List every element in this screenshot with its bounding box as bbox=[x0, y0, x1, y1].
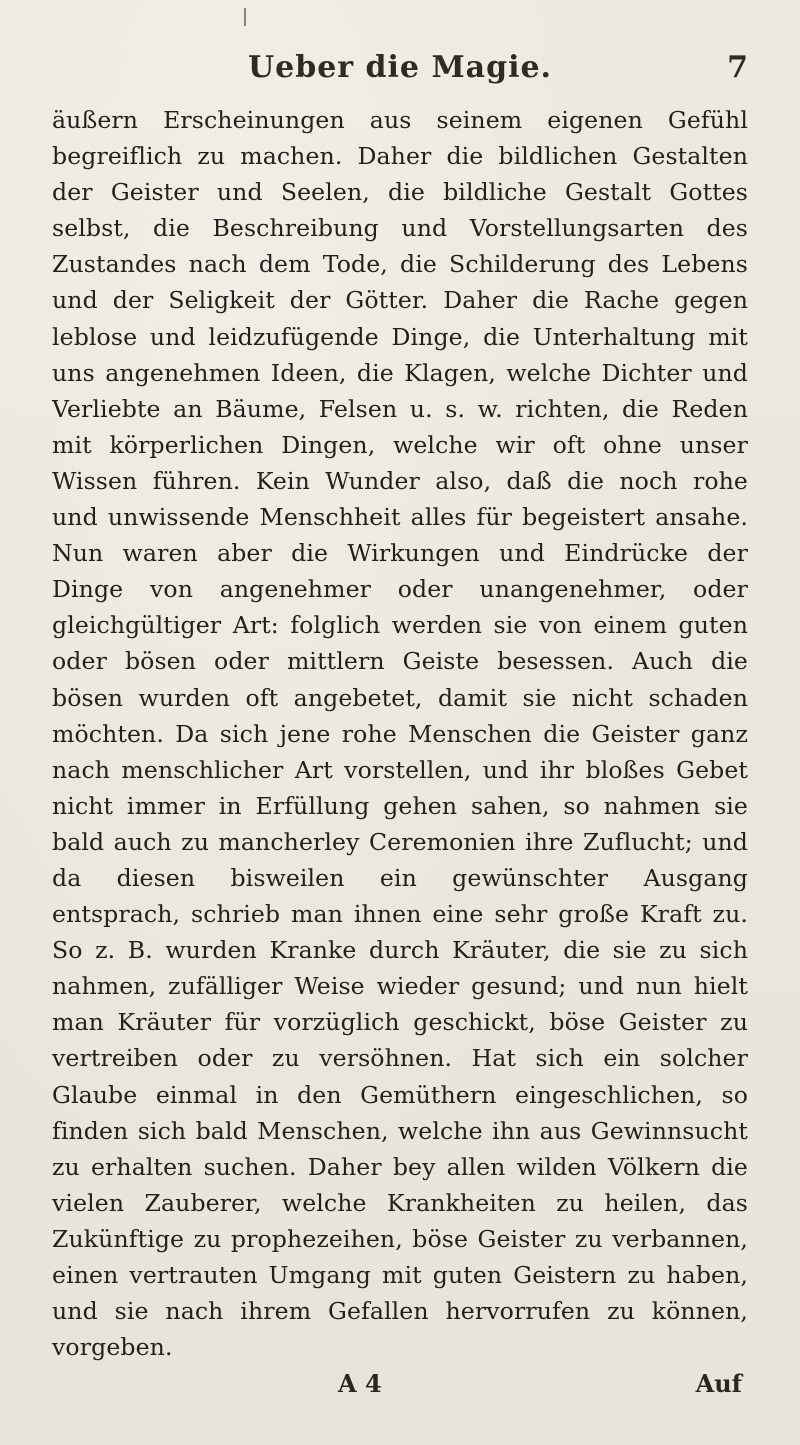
page-footer bbox=[52, 1367, 748, 1407]
body-paragraph: äußern Erscheinungen aus seinem eigenen Gefühl begreiflich zu machen. Daher die bildlichen Gestalten der Geister und Seelen, die bildliche Gestalt Gottes selbst, die Beschreibung und Vorstellungsarten des Zustandes nach dem Tode, die Schilderung des Lebens und der Seligkeit der Götter. Daher die Rache gegen leblose und leidzufügende Dinge, die Unterhaltung mit uns angenehmen Ideen, die Klagen, welche Dichter und Verliebte an Bäume, Felsen u. s. w. richten, die Reden mit körperlichen Dingen, welche wir oft ohne unser Wissen führen. Kein Wunder also, daß die noch rohe und unwissende Menschheit alles für begeistert ansahe. Nun waren aber die Wirkungen und Eindrücke der Dinge von angenehmer oder unangenehmer, oder gleichgültiger Art: folglich werden sie von einem guten oder bösen oder mittlern Geiste besessen. Auch die bösen wurden oft angebetet, damit sie nicht schaden möchten. Da sich jene rohe Menschen die Geister ganz nach menschlicher Art vorstellen, und ihr bloßes Gebet nicht immer in Erfüllung gehen sahen, so nahmen sie bald auch zu mancherley Ceremonien ihre Zuflucht; und da diesen bisweilen ein gewünschter Ausgang entsprach, schrieb man ihnen eine sehr große Kraft zu. So z. B. wurden Kranke durch Kräuter, die sie zu sich nahmen, zufälliger Weise wieder gesund; und nun hielt man Kräuter für vorzüglich geschickt, böse Geister zu vertreiben oder zu versöhnen. Hat sich ein solcher Glaube einmal in den Gemüthern eingeschlichen, so finden sich bald Menschen, welche ihn aus Gewinnsucht zu erhalten suchen. Daher bey allen wilden Völkern die vielen Zauberer, welche Krankheiten zu heilen, das Zukünftige zu prophezeihen, böse Geister zu verbannen, einen vertrauten Umgang mit guten Geistern zu haben, und sie nach ihrem Gefallen hervorrufen zu können, vorgeben. bbox=[52, 106, 748, 1362]
running-head: Ueber die Magie. bbox=[247, 49, 553, 85]
page-number: 7 bbox=[727, 49, 748, 85]
page-header bbox=[52, 38, 748, 96]
margin-mark bbox=[244, 8, 246, 26]
signature-mark: A 4 bbox=[338, 1369, 382, 1399]
catchword: Auf bbox=[695, 1369, 742, 1399]
